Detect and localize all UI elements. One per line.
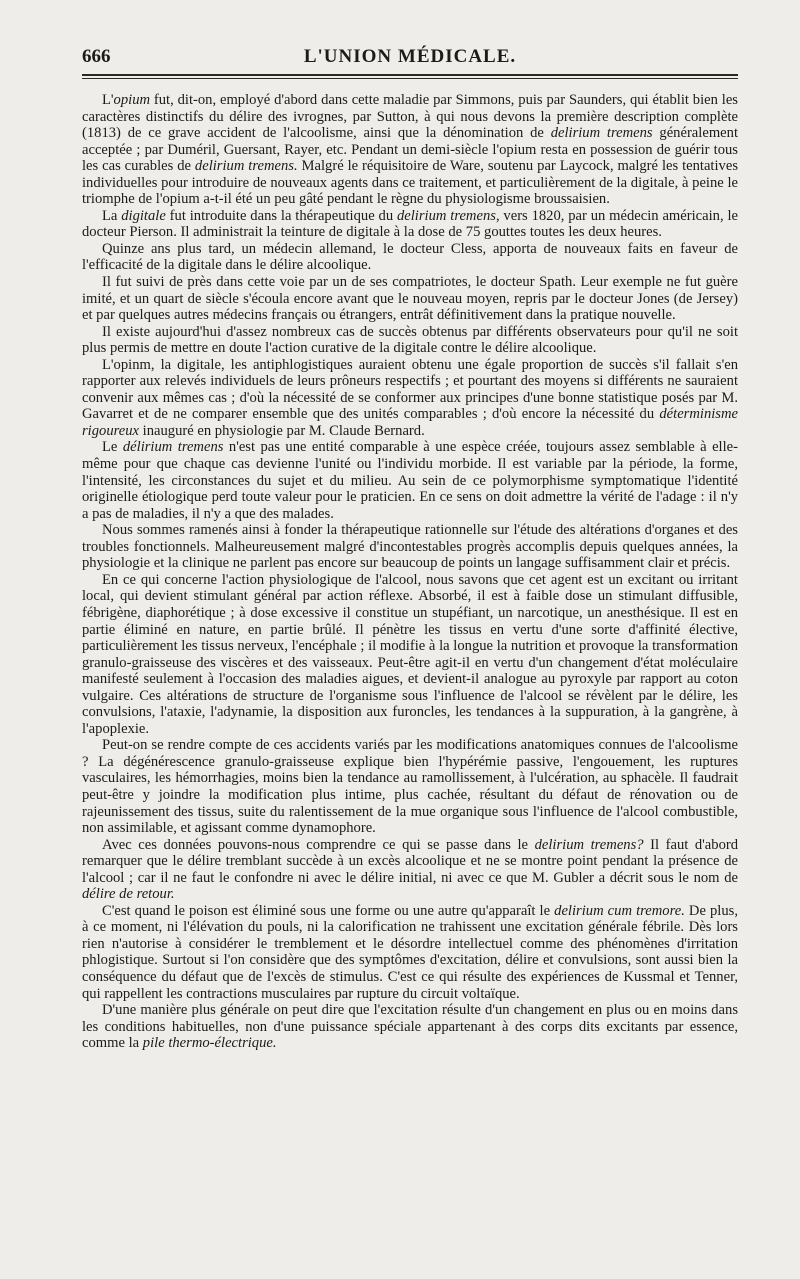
paragraph: Nous sommes ramenés ainsi à fonder la thérapeutique rationnelle sur l'étude des altérations d'organes et des troubles fonctionnels. Malheureusement malgré d'incontestables progrès accomplis depuis quelques années, la physiologie et la clinique ne parlent pas encore sur beaucoup de points un langage suffisamment clair et précis. bbox=[82, 522, 738, 572]
paragraph: Il fut suivi de près dans cette voie par un de ses compatriotes, le docteur Spath. Leur exemple ne fut guère imité, et un quart de siècle s'écoula encore avant que le nouveau moyen, repris par le docteur Jones (de Jersey) et par quelques autres médecins français ou étrangers, entrât définitivement dans la pratique nouvelle. bbox=[82, 274, 738, 324]
paragraph: Peut-on se rendre compte de ces accidents variés par les modifications anatomiques connues de l'alcoolisme ? La dégénérescence granulo-graisseuse explique bien l'hypérémie passive, l'engouement, les ruptures vasculaires, les hémorrhagies, moins bien la tendance au ramollissement, à l'ulcération, au sphacèle. Il faudrait peut-être y joindre la modification plus intime, plus cachée, résultant du défaut de rénovation ou de rajeunissement des tissus, suite du ralentissement de la mue organique sous l'influence de l'alcool combustible, non assimilable, et agissant comme dynamophore. bbox=[82, 737, 738, 837]
paragraph: C'est quand le poison est éliminé sous une forme ou une autre qu'apparaît le delirium cum tremore. De plus, à ce moment, ni l'élévation du pouls, ni la calorification ne trahissent une excitation générale fébrile. Dès lors rien n'autorise à considérer le tremblement et le désordre intellectuel comme des phénomènes d'irritation phlogistique. Surtout si l'on considère que des symptômes d'excitation, délire et convulsions, sont aussi bien la conséquence du défaut que de l'excès de stimulus. C'est ce qui résulte des expériences de Kussmal et Tenner, qui rappellent les contractions musculaires par rupture du circuit voltaïque. bbox=[82, 902, 738, 1002]
paragraph: Avec ces données pouvons-nous comprendre ce qui se passe dans le delirium tremens? Il faut d'abord remarquer que le délire tremblant succède à un excès alcoolique et ne se montre point pendant la présence de l'alcool ; car il ne faut le confondre ni avec le délire initial, ni avec ce que M. Gubler a décrit sous le nom de délire de retour. bbox=[82, 836, 739, 903]
page-number: 666 bbox=[82, 46, 111, 67]
paragraph: En ce qui concerne l'action physiologique de l'alcool, nous savons que cet agent est un excitant ou irritant local, qui devient stimulant général par action réflexe. Absorbé, il est à faible dose un stimulant diffusible, fébrigène, diaphorétique ; à dose excessive il constitue un stupéfiant, un narcotique, un anesthésique. Il est en partie éliminé en nature, en partie brûlé. Il pénètre les tissus en vertu d'une sorte d'affinité élective, particulièrement les tissus nerveux, l'encéphale ; il modifie à la longue la nutrition et provoque la transformation granulo-graisseuse des viscères et des vaisseaux. Peut-être agit-il en vertu d'un changement d'état moléculaire manifesté seulement à l'occasion des maladies aigues, et devient-il analogue au pyroxyle par rapport au coton vulgaire. Ces altérations de structure de l'organisme sous l'influence de l'alcool se révèlent par le délire, les convulsions, l'ataxie, l'adynamie, la disposition aux furoncles, les tendances à la suppuration, à la gangrène, à l'apoplexie. bbox=[82, 571, 738, 737]
paragraph: Il existe aujourd'hui d'assez nombreux cas de succès obtenus par différents observateurs pour qu'il ne soit plus permis de mettre en doute l'action curative de la digitale contre le délire alcoolique. bbox=[82, 323, 738, 357]
header-rule bbox=[82, 74, 738, 76]
article-body bbox=[82, 92, 738, 1052]
paragraph: D'une manière plus générale on peut dire que l'excitation résulte d'un changement en plus ou en moins dans les conditions habituelles, non d'une puissance spéciale appartenant à des corps dits excitants par essence, comme la pile thermo-électrique. bbox=[82, 1002, 738, 1052]
paragraph: L'opinm, la digitale, les antiphlogistiques auraient obtenu une égale proportion de succès s'il fallait s'en rapporter aux relevés individuels de leurs prôneurs respectifs ; et pourtant des moyens si différents ne sauraient convenir aux mêmes cas ; d'où la nécessité de se conformer aux principes d'une bonne statistique posés par M. Gavarret et de ne comparer ensemble que des unités comparables ; d'où encore la nécessité du déterminisme rigoureux inauguré en physiologie par M. Claude Bernard. bbox=[82, 356, 738, 439]
paragraph: Quinze ans plus tard, un médecin allemand, le docteur Cless, apporta de nouveaux faits en faveur de l'efficacité de la digitale dans le délire alcoolique. bbox=[82, 240, 738, 274]
paragraph: L'opium fut, dit-on, employé d'abord dans cette maladie par Simmons, puis par Saunders, qui établit bien les caractères distinctifs du délire des ivrognes, par Sutton, à qui nous devons la première description complète (1813) de ce grave accident de l'alcoolisme, ainsi que la dénomination de delirium tremens généralement acceptée ; par Duméril, Guersant, Rayer, etc. Pendant un demi-siècle l'opium resta en possession de guérir tous les cas curables de delirium tremens. Malgré le réquisitoire de Ware, soutenu par Laycock, malgré les tentatives individuelles pour introduire de nouveaux agents dans ce traitement, et particulièrement de la digitale, à peine le triomphe de l'opium a-t-il été un peu gâté pendant le règne du physiologisme broussaisien. bbox=[82, 92, 739, 208]
journal-title: L'UNION MÉDICALE. bbox=[303, 46, 517, 67]
paragraph: Le délirium tremens n'est pas une entité comparable à une espèce créée, toujours assez semblable à elle-même pour que chaque cas devienne l'unité ou l'individu morbide. Il est variable par la période, la forme, l'intensité, les circonstances du sujet et du milieu. Au sein de ce polymorphisme symptomatique l'identité originelle étiologique perd toute valeur pour le praticien. En ce sens on doit admettre la vérité de l'adage : il n'y a pas de maladies, il n'y a que des malades. bbox=[82, 439, 738, 522]
running-header bbox=[82, 46, 738, 76]
paragraph: La digitale fut introduite dans la thérapeutique du delirium tremens, vers 1820, par un médecin américain, le docteur Pierson. Il administrait la teinture de digitale à la dose de 75 gouttes toutes les deux heures. bbox=[82, 207, 738, 241]
header-rule-thin bbox=[82, 78, 738, 79]
